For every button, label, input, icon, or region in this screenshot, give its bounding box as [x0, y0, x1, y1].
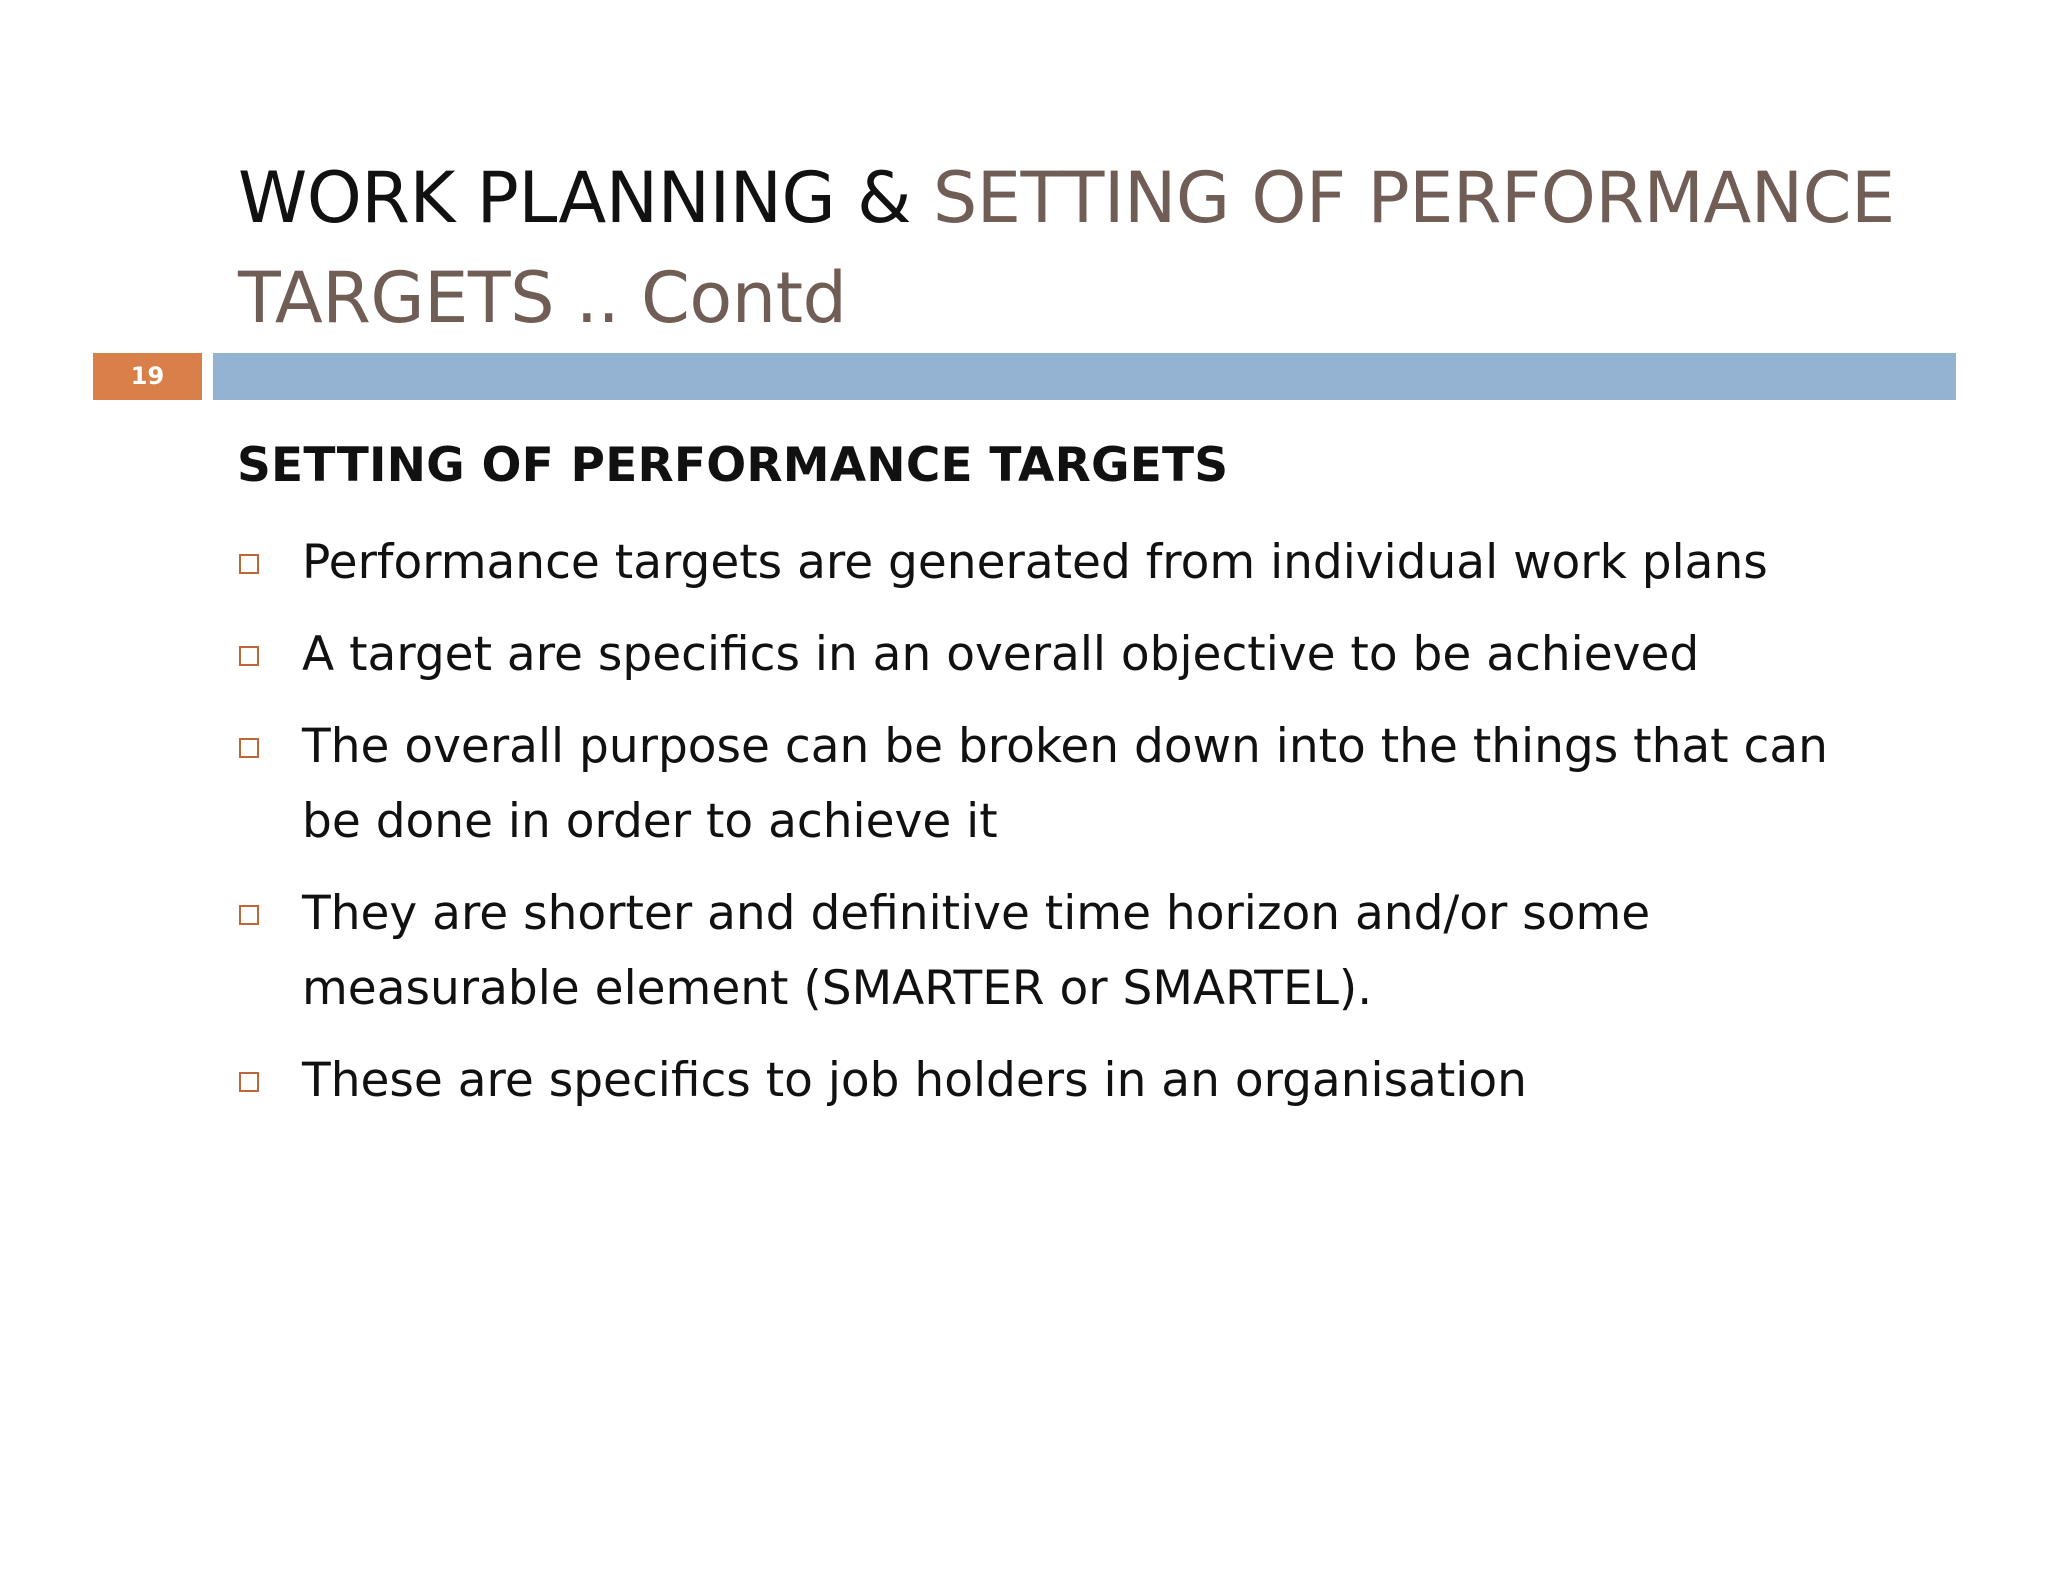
title-divider-bar	[213, 353, 1956, 400]
slide-number-badge: 19	[93, 353, 202, 400]
square-bullet-icon	[239, 554, 259, 574]
bullet-item	[237, 876, 1897, 1026]
bullet-text: They are shorter and definitive time horizon and/or some measurable element (SMARTER or SMARTEL).	[302, 886, 1651, 1016]
bullet-item	[237, 709, 1897, 859]
bullet-text: A target are specifics in an overall objective to be achieved	[302, 627, 1700, 682]
bullet-item	[237, 1043, 1897, 1118]
slide-title	[238, 148, 1958, 348]
square-bullet-icon	[239, 646, 259, 666]
square-bullet-icon	[239, 905, 259, 925]
square-bullet-icon	[239, 1072, 259, 1092]
slide-title-part1: WORK PLANNING &	[238, 157, 933, 239]
slide-title-part2: SETTING OF PERFORMANCE TARGETS .. Contd	[238, 157, 1895, 339]
section-heading: SETTING OF PERFORMANCE TARGETS	[237, 438, 1229, 493]
bullet-item	[237, 525, 1897, 600]
bullet-item	[237, 617, 1897, 692]
bullet-list	[237, 525, 1897, 1135]
square-bullet-icon	[239, 738, 259, 758]
bullet-text: Performance targets are generated from individual work plans	[302, 535, 1768, 590]
bullet-text: The overall purpose can be broken down into the things that can be done in order to achieve it	[302, 719, 1828, 849]
bullet-text: These are specifics to job holders in an organisation	[302, 1053, 1527, 1108]
